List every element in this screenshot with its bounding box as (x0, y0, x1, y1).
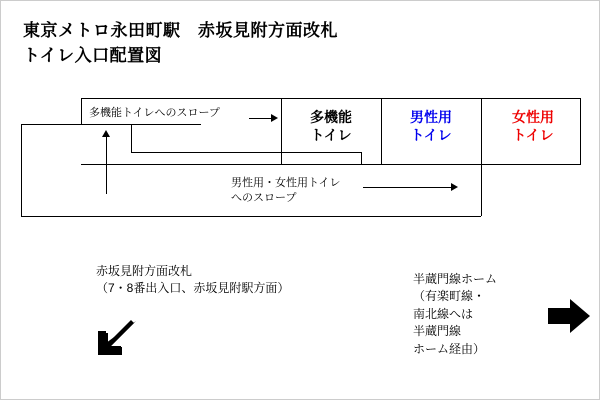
note-slope-gendered-line-1: 男性用・女性用トイレ (231, 177, 341, 189)
caption-hanzomon-line-3: 南北線へは (413, 306, 474, 321)
wall-inner-corridor-bottom (131, 152, 361, 153)
caption-ticket-gate-line-2: （7・8番出入口、赤坂見附駅方面） (96, 281, 290, 296)
wall-inner-corridor-left (131, 124, 132, 152)
caption-hanzomon-line-4: 半蔵門線 (413, 324, 462, 339)
page-title (23, 19, 338, 68)
arrow-right-icon-gendered (451, 183, 458, 191)
arrow-down-left-icon (94, 319, 140, 359)
wall-outer-top-left (21, 124, 81, 125)
arrow-line-gendered (363, 187, 451, 188)
note-slope-gendered-line-2: へのスロープ (231, 191, 297, 204)
divider-multipurpose-mens (381, 98, 382, 164)
note-slope-multipurpose: 多機能トイレへのスロープ (89, 107, 220, 119)
divider-mens-womens (481, 98, 482, 164)
wall-room-band-bottom-left (81, 164, 281, 165)
room-label-womens-line-2: トイレ (512, 127, 554, 144)
wall-inner-corridor-right (361, 152, 362, 164)
wall-top (81, 98, 581, 99)
caption-hanzomon-line-5: ホーム経由） (413, 341, 486, 356)
arrow-up-icon-left-corridor (102, 130, 110, 137)
caption-hanzomon-line-2: （有楽町線・ (413, 289, 486, 304)
wall-lower-right (481, 164, 482, 216)
page-title-line-2: トイレ入口配置図 (23, 45, 163, 65)
arrow-right-icon-hanzomon (546, 296, 592, 336)
room-label-multipurpose-line-2: トイレ (310, 127, 352, 144)
room-label-multipurpose-line-1: 多機能 (310, 109, 352, 125)
wall-left-upper (81, 98, 82, 124)
room-label-womens-line-1: 女性用 (512, 109, 554, 125)
caption-ticket-gate (96, 263, 289, 298)
room-label-mens (386, 108, 476, 144)
wall-left-corridor-top (81, 124, 201, 125)
room-label-multipurpose (286, 108, 376, 144)
caption-hanzomon-platform (413, 271, 497, 358)
wall-outer-left (21, 124, 22, 216)
note-slope-gendered (231, 176, 340, 206)
arrow-right-icon-multipurpose (271, 114, 278, 122)
caption-hanzomon-line-1: 半蔵門線ホーム (413, 272, 498, 286)
page-title-line-1: 東京メトロ永田町駅 赤坂見附方面改札 (23, 21, 338, 40)
wall-outer-bottom (21, 216, 481, 217)
caption-ticket-gate-line-1: 赤坂見附方面改札 (96, 264, 193, 278)
arrow-line-multipurpose (249, 118, 271, 119)
wall-room-band-bottom-right (281, 164, 581, 165)
toilet-layout-diagram (1, 86, 600, 236)
divider-multipurpose-left (281, 98, 282, 164)
wall-right-end (580, 98, 581, 164)
room-label-womens (488, 108, 578, 144)
room-label-mens-line-1: 男性用 (410, 109, 452, 125)
arrow-line-left-corridor (106, 136, 107, 194)
room-label-mens-line-2: トイレ (410, 127, 452, 144)
